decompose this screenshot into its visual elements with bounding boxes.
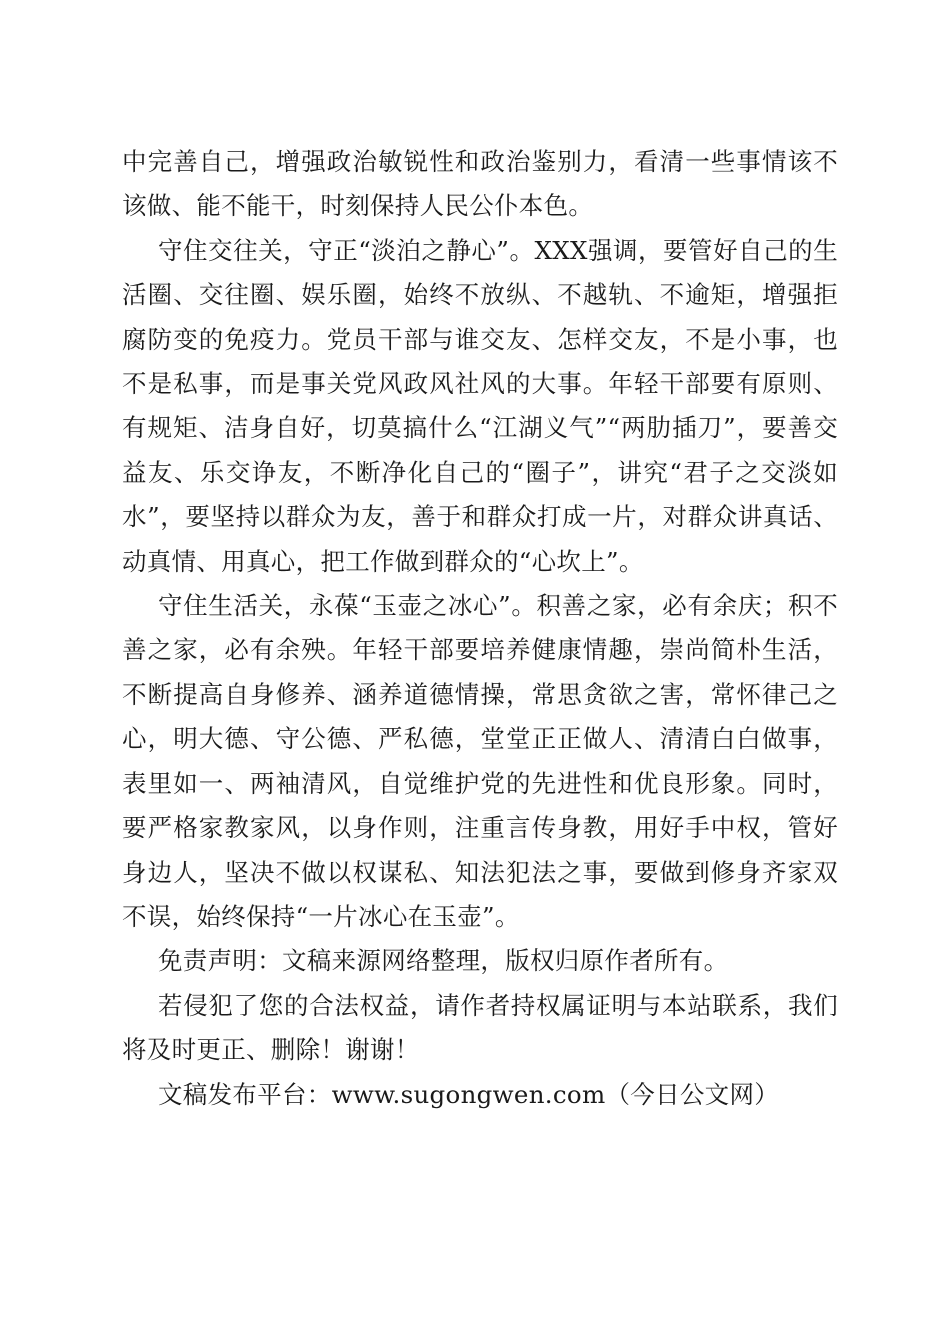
paragraph-life-integrity: 守住生活关，永葆“玉壶之冰心”。积善之家，必有余庆；积不善之家，必有余殃。年轻干部要培养健康情趣，崇尚简朴生活，不断提高自身修养、涵养道德情操，常思贪欲之害，常怀律己之心，明大德、守公德、严私德，堂堂正正做人、清清白白做事，表里如一、两袖清风，自觉维护党的先进性和优良形象。同时，要严格家教家风，以身作则，注重言传身教，用好手中权，管好身边人，坚决不做以权谋私、知法犯法之事，要做到修身齐家双不误，始终保持“一片冰心在玉壶”。 (122, 591, 838, 931)
infringement-notice: 若侵犯了您的合法权益，请作者持权属证明与本站联系，我们将及时更正、删除！谢谢！ (122, 990, 838, 1065)
paragraph-social-relations: 守住交往关，守正“淡泊之静心”。XXX强调，要管好自己的生活圈、交往圈、娱乐圈，始终不放纵、不越轨、不逾矩，增强拒腐防变的免疫力。党员干部与谁交友、怎样交友，不是小事，也不是私事，而是事关党风政风社风的大事。年轻干部要有原则、有规矩、洁身自好，切莫搞什么“江湖义气”“两肋插刀”，要善交益友、乐交诤友，不断净化自己的“圈子”，讲究“君子之交淡如水”，要坚持以群众为友，善于和群众打成一片，对群众讲真话、动真情、用真心，把工作做到群众的“心坎上”。 (122, 235, 838, 576)
paragraph-continuation: 中完善自己，增强政治敏锐性和政治鉴别力，看清一些事情该不该做、能不能干，时刻保持人民公仆本色。 (122, 147, 838, 221)
document-body (122, 140, 838, 1117)
disclaimer-line: 免责声明：文稿来源网络整理，版权归原作者所有。 (158, 946, 729, 976)
publishing-platform: 文稿发布平台：www.sugongwen.com（今日公文网） (158, 1079, 780, 1109)
